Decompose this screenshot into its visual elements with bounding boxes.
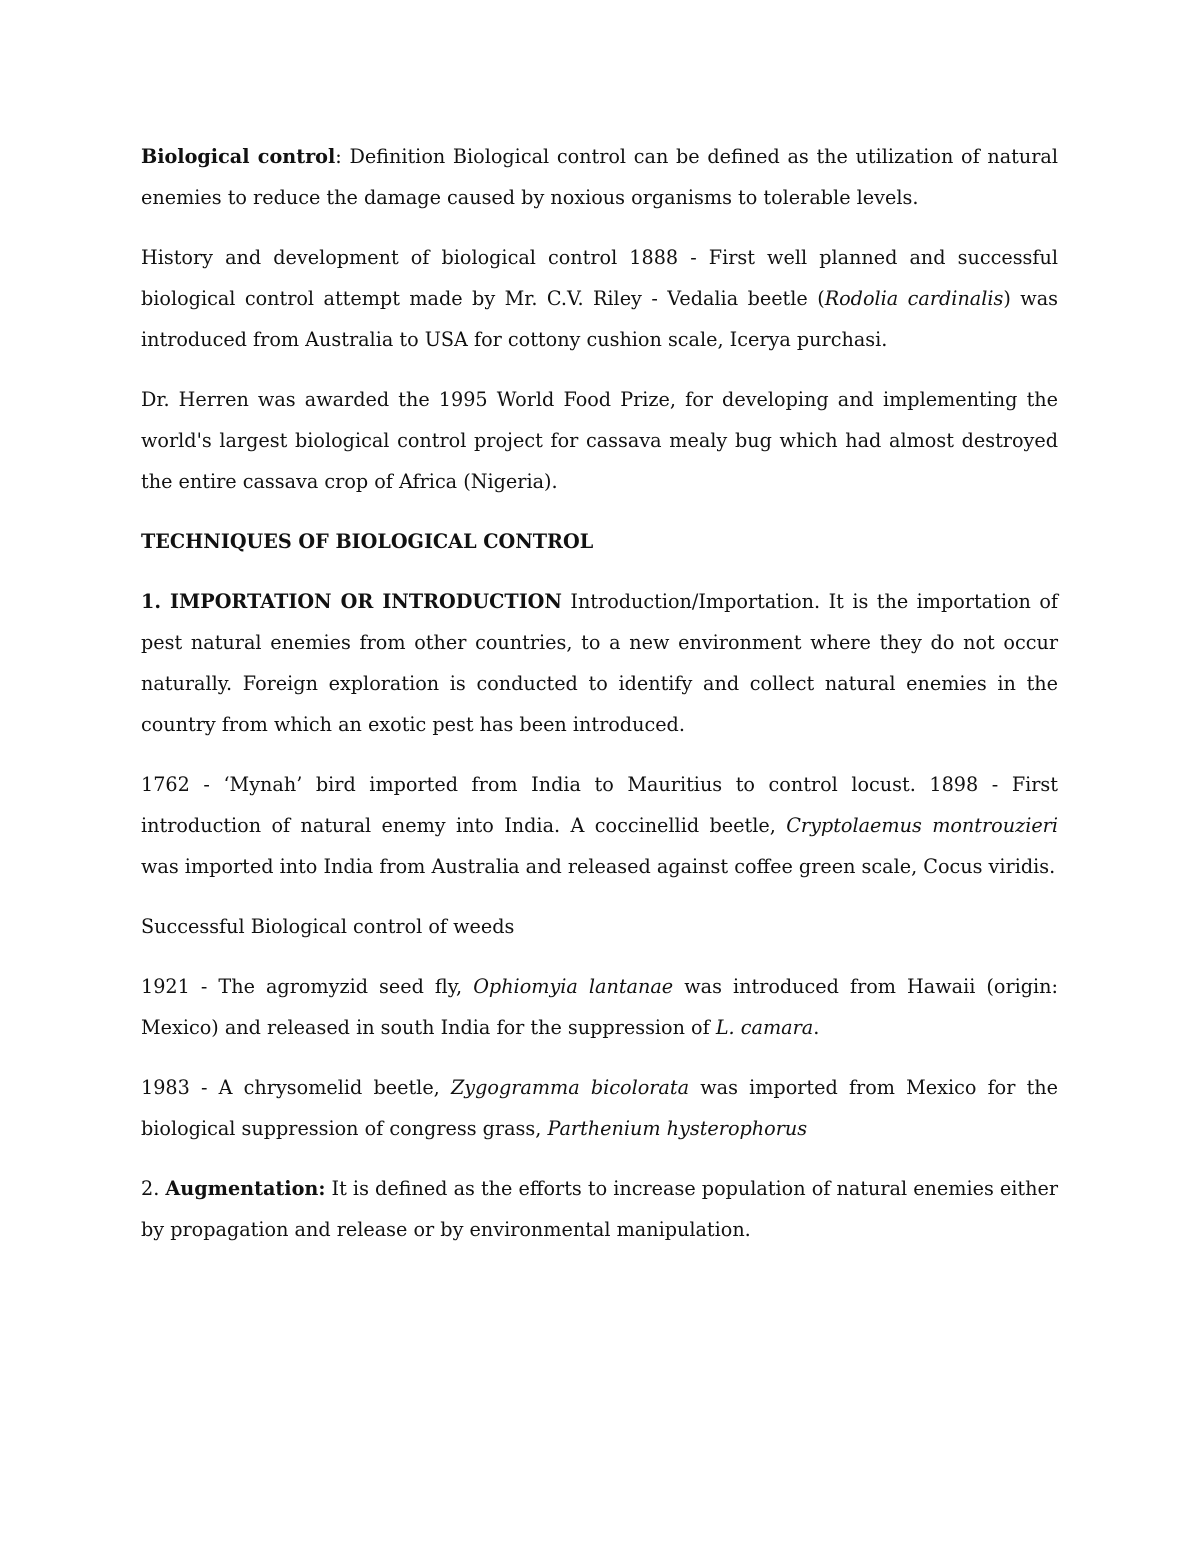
p1983-text-a: 1983 - A chrysomelid beetle, <box>141 1076 451 1099</box>
paragraph-definition <box>141 136 1058 218</box>
history-text-b: ) was introduced from Australia to USA for cottony cushion scale, Icerya purchasi. <box>141 287 1059 351</box>
document-body <box>141 136 1058 1269</box>
p1921-text-b: was introduced from Hawaii (origin: Mexico) and released in south India for the suppression of <box>141 975 1058 1039</box>
history-text-a: History and development of biological control 1888 - First well planned and successful biological control attempt made by Mr. C.V. Riley - Vedalia beetle ( <box>141 246 1058 310</box>
species-l-camara: L. camara <box>715 1016 814 1039</box>
p1921-text-c: . <box>813 1016 820 1039</box>
species-parthenium: Parthenium hysterophorus <box>547 1117 808 1140</box>
paragraph-weeds-title <box>141 906 1058 947</box>
paragraph-1983 <box>141 1067 1058 1149</box>
paragraph-1921 <box>141 966 1058 1048</box>
p1921-text-a: 1921 - The agromyzid seed fly, <box>141 975 474 998</box>
species-zygogramma: Zygogramma bicolorata <box>450 1076 690 1099</box>
augmentation-number: 2. <box>141 1177 166 1200</box>
definition-text: : Definition Biological control can be defined as the utilization of natural enemies to reduce the damage caused by noxious organisms to tolerable levels. <box>141 145 1059 209</box>
paragraph-mynah <box>141 764 1058 887</box>
species-cryptolaemus: Cryptolaemus montrouzieri <box>786 814 1058 837</box>
importation-heading: 1. IMPORTATION OR INTRODUCTION <box>141 590 562 613</box>
species-ophiomyia: Ophiomyia lantanae <box>473 975 674 998</box>
p1983-text-b: was imported from Mexico for the biological suppression of congress grass, <box>141 1076 1058 1140</box>
herren-text: Dr. Herren was awarded the 1995 World Food Prize, for developing and implementing the world's largest biological control project for cassava mealy bug which had almost destroyed the entire cassava crop of Africa (Nigeria). <box>141 388 1058 493</box>
mynah-text-b: was imported into India from Australia and released against coffee green scale, Cocus viridis. <box>141 855 1056 878</box>
term-augmentation: Augmentation: <box>165 1177 326 1200</box>
paragraph-history <box>141 237 1058 360</box>
section-heading: TECHNIQUES OF BIOLOGICAL CONTROL <box>141 530 594 553</box>
paragraph-augmentation <box>141 1168 1058 1250</box>
importation-text: Introduction/Importation. It is the importation of pest natural enemies from other countries, to a new environment where they do not occur naturally. Foreign exploration is conducted to identify and collect natural enemies in the country from which an exotic pest has been introduced. <box>141 590 1058 736</box>
weeds-title-text: Successful Biological control of weeds <box>141 915 515 938</box>
paragraph-importation <box>141 581 1058 745</box>
term-biological-control: Biological control <box>141 145 336 168</box>
mynah-text-a: 1762 - ‘Mynah’ bird imported from India to Mauritius to control locust. 1898 - First introduction of natural enemy into India. A coccinellid beetle, <box>141 773 1058 837</box>
paragraph-herren <box>141 379 1058 502</box>
augmentation-text: It is defined as the efforts to increase population of natural enemies either by propagation and release or by environmental manipulation. <box>141 1177 1059 1241</box>
species-rodolia: Rodolia cardinalis <box>824 287 1004 310</box>
